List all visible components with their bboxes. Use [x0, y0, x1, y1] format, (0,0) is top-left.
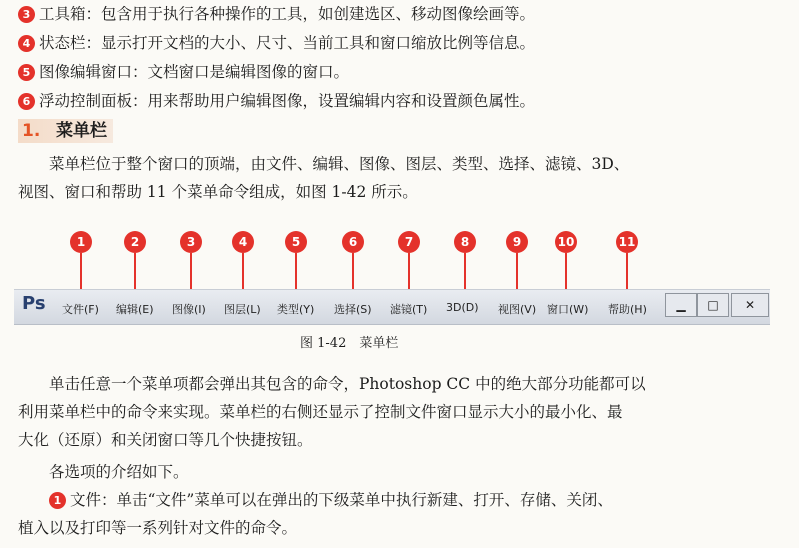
body-paragraph	[18, 370, 786, 454]
callout-number: 4	[232, 231, 254, 253]
item-text: 图像编辑窗口：文档窗口是编辑图像的窗口。	[39, 63, 350, 81]
file-line-1: 文件：单击“文件”菜单可以在弹出的下级菜单中执行新建、打开、存储、关闭、	[70, 491, 613, 509]
number-badge: 4	[18, 35, 35, 52]
menu-item-2[interactable]: 编辑(E)	[116, 303, 154, 316]
item-text: 状态栏：显示打开文档的大小、尺寸、当前工具和窗口缩放比例等信息。	[39, 34, 536, 52]
list-item-toolbox	[18, 4, 535, 24]
callout-number: 8	[454, 231, 476, 253]
menu-item-9[interactable]: 视图(V)	[498, 303, 537, 316]
menu-item-1[interactable]: 文件(F)	[62, 303, 99, 316]
list-item-statusbar	[18, 33, 535, 53]
callout-number: 6	[342, 231, 364, 253]
body-line-2: 利用菜单栏中的命令来实现。菜单栏的右侧还显示了控制文件窗口显示大小的最小化、最	[18, 403, 623, 421]
options-intro: 各选项的介绍如下。	[49, 463, 189, 481]
item-text: 工具箱：包含用于执行各种操作的工具，如创建选区、移动图像绘画等。	[39, 5, 536, 23]
body-line-3: 大化（还原）和关闭窗口等几个快捷按钮。	[18, 431, 313, 449]
intro-line-2: 视图、窗口和帮助 11 个菜单命令组成，如图 1-42 所示。	[18, 183, 418, 201]
callout-number: 9	[506, 231, 528, 253]
number-badge: 6	[18, 93, 35, 110]
number-badge: 1	[49, 492, 66, 509]
list-item-floating-panel	[18, 91, 535, 111]
list-item-image-window	[18, 62, 349, 82]
menu-item-7[interactable]: 滤镜(T)	[390, 303, 428, 316]
menu-item-11[interactable]: 帮助(H)	[608, 303, 647, 316]
menu-bar-figure	[14, 289, 770, 325]
callout-number: 10	[555, 231, 577, 253]
section-title: 菜单栏	[56, 121, 107, 141]
menu-item-10[interactable]: 窗口(W)	[547, 303, 589, 316]
section-heading	[18, 119, 113, 143]
minimize-icon[interactable]: ▁	[665, 293, 697, 317]
callout-number: 1	[70, 231, 92, 253]
callout-number: 3	[180, 231, 202, 253]
callout-number: 2	[124, 231, 146, 253]
window-controls	[665, 293, 769, 317]
figure-caption: 图 1-42 菜单栏	[300, 336, 399, 351]
menu-item-5[interactable]: 类型(Y)	[277, 303, 315, 316]
photoshop-logo: Ps	[22, 293, 46, 314]
intro-line-1: 菜单栏位于整个窗口的顶端，由文件、编辑、图像、图层、类型、选择、滤镜、3D、	[49, 155, 630, 173]
close-icon[interactable]: ✕	[731, 293, 769, 317]
maximize-icon[interactable]: □	[697, 293, 729, 317]
number-badge: 5	[18, 64, 35, 81]
number-badge: 3	[18, 6, 35, 23]
menu-item-8[interactable]: 3D(D)	[446, 301, 479, 314]
callout-number: 5	[285, 231, 307, 253]
callout-number: 11	[616, 231, 638, 253]
item-text: 浮动控制面板：用来帮助用户编辑图像，设置编辑内容和设置颜色属性。	[39, 92, 536, 110]
intro-paragraph	[18, 150, 786, 206]
menu-item-3[interactable]: 图像(I)	[172, 303, 206, 316]
menu-item-4[interactable]: 图层(L)	[224, 303, 261, 316]
menu-item-6[interactable]: 选择(S)	[334, 303, 372, 316]
callout-number: 7	[398, 231, 420, 253]
file-line-2: 植入以及打印等一系列针对文件的命令。	[18, 519, 298, 537]
body-line-1: 单击任意一个菜单项都会弹出其包含的命令，Photoshop CC 中的绝大部分功能都可以	[49, 375, 646, 393]
file-item	[18, 486, 786, 542]
section-number: 1.	[22, 121, 41, 141]
